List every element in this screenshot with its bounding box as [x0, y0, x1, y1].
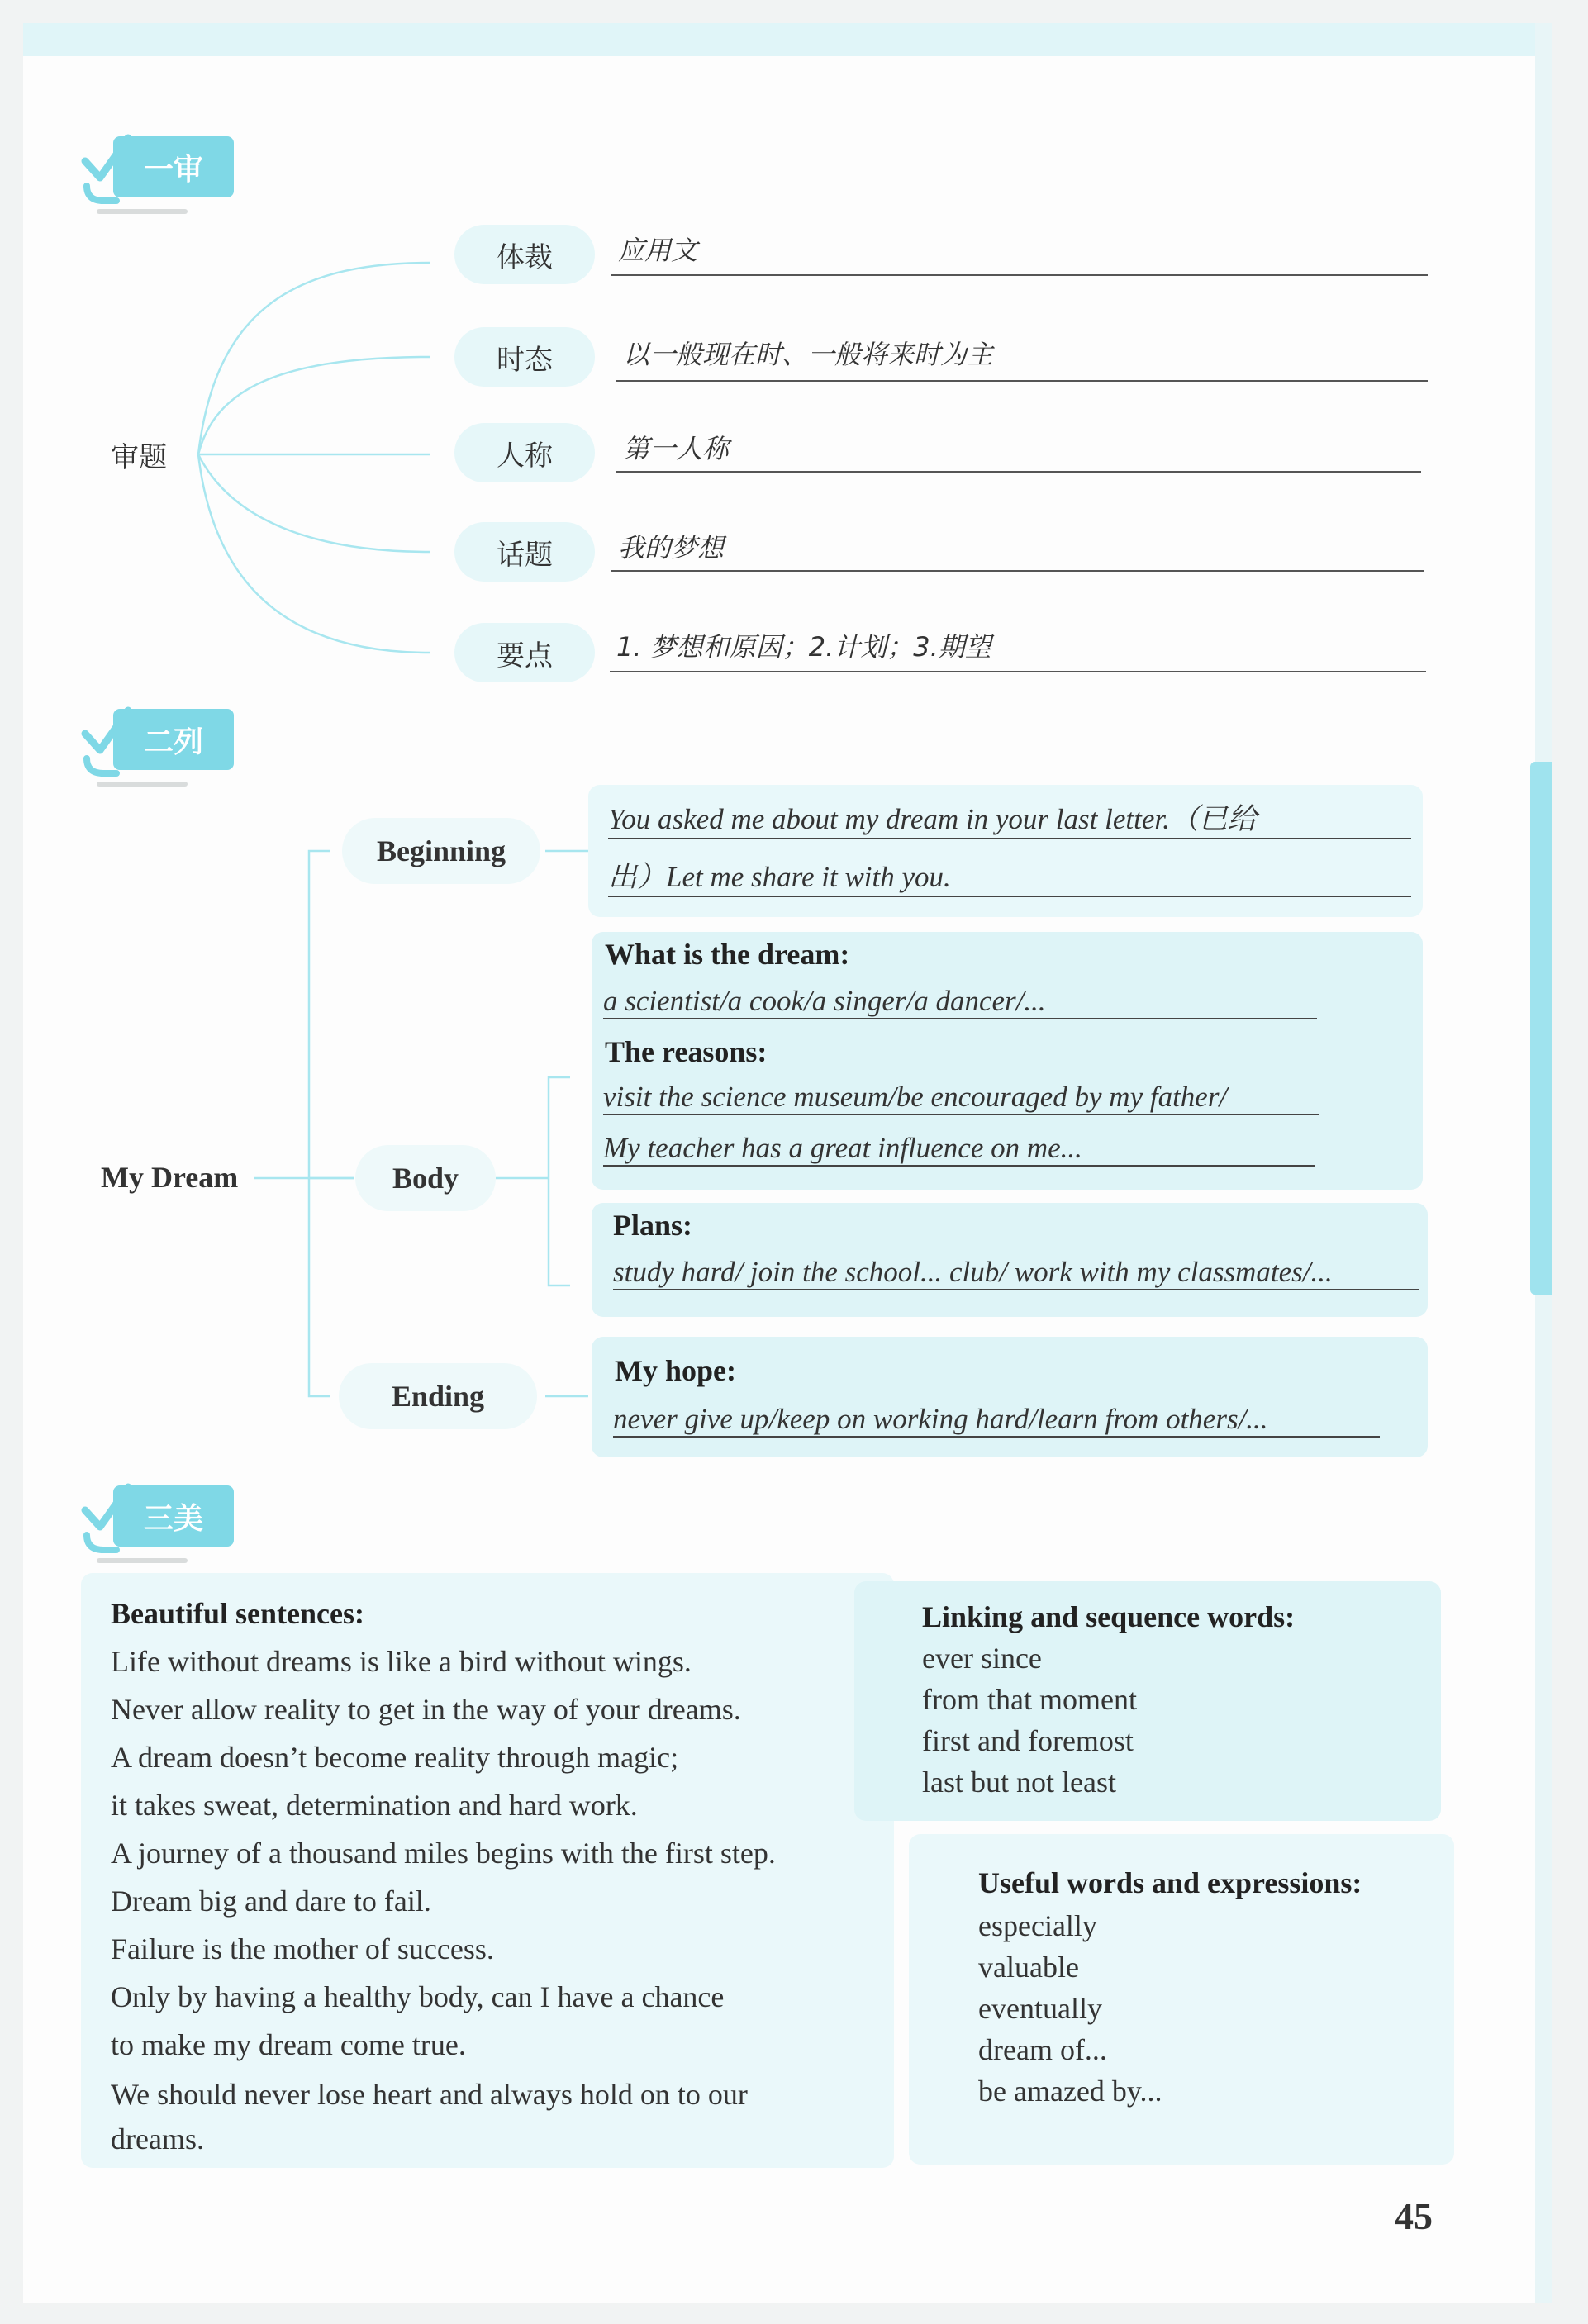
- label-key-points: 要点: [454, 623, 595, 682]
- reasons-heading: The reasons:: [605, 1035, 768, 1068]
- beginning-line-2: 出）Let me share it with you.: [608, 854, 1411, 897]
- sentence-line: Failure is the mother of success.: [111, 1932, 494, 1965]
- answer-tense: 以一般现在时、一般将来时为主: [616, 334, 1428, 382]
- useful-item: eventually: [978, 1992, 1102, 2025]
- sentence-line: to make my dream come true.: [111, 2028, 466, 2061]
- reasons-line-1: visit the science museum/be encouraged by my father/: [603, 1081, 1319, 1115]
- root-label: 审题: [111, 441, 167, 474]
- node-beginning: Beginning: [342, 818, 540, 884]
- node-ending: Ending: [339, 1363, 537, 1429]
- hope-line: never give up/keep on working hard/learn from others/...: [613, 1403, 1380, 1438]
- dream-line: a scientist/a cook/a singer/a dancer/...: [603, 985, 1317, 1019]
- linking-heading: Linking and sequence words:: [922, 1600, 1296, 1633]
- node-body: Body: [355, 1145, 496, 1211]
- linking-item: ever since: [922, 1642, 1042, 1675]
- section-badge-label: 二列: [113, 709, 234, 770]
- section-badge-3: [78, 1477, 235, 1560]
- answer-genre: 应用文: [611, 230, 1428, 276]
- useful-item: valuable: [978, 1951, 1079, 1984]
- linking-item: from that moment: [922, 1683, 1137, 1716]
- page-number: 45: [1395, 2195, 1433, 2237]
- dream-heading: What is the dream:: [605, 938, 850, 971]
- reasons-line-2: My teacher has a great influence on me...: [603, 1132, 1315, 1167]
- sentence-line: We should never lose heart and always hold on to our: [111, 2078, 748, 2111]
- sentence-line: dreams.: [111, 2122, 204, 2155]
- root-my-dream: My Dream: [101, 1161, 239, 1194]
- linking-item: last but not least: [922, 1766, 1116, 1799]
- beautiful-heading: Beautiful sentences:: [111, 1597, 364, 1630]
- plans-heading: Plans:: [613, 1209, 693, 1242]
- hope-heading: My hope:: [615, 1354, 736, 1387]
- section-badge-label: 一审: [113, 136, 234, 197]
- label-tense: 时态: [454, 327, 595, 387]
- plans-line: study hard/ join the school... club/ work with my classmates/...: [613, 1256, 1419, 1290]
- sentence-line: Only by having a healthy body, can I have a chance: [111, 1980, 725, 2013]
- sentence-line: A dream doesn’t become reality through magic;: [111, 1741, 679, 1774]
- label-person: 人称: [454, 423, 595, 482]
- label-genre: 体裁: [454, 225, 595, 284]
- answer-key-points: 1. 梦想和原因；2.计划；3.期望: [610, 626, 1426, 672]
- useful-item: be amazed by...: [978, 2074, 1162, 2108]
- useful-heading: Useful words and expressions:: [978, 1866, 1362, 1899]
- useful-item: dream of...: [978, 2033, 1107, 2066]
- label-topic: 话题: [454, 522, 595, 582]
- sentence-line: A journey of a thousand miles begins with the first step.: [111, 1837, 776, 1870]
- linking-item: first and foremost: [922, 1724, 1134, 1757]
- useful-item: especially: [978, 1909, 1097, 1942]
- sentence-line: it takes sweat, determination and hard work.: [111, 1789, 638, 1822]
- beginning-line-1: You asked me about my dream in your last letter.（已给: [608, 796, 1411, 839]
- sentence-line: Dream big and dare to fail.: [111, 1884, 431, 1918]
- section-badge-label: 三美: [113, 1485, 234, 1547]
- sentence-line: Life without dreams is like a bird without wings.: [111, 1645, 692, 1678]
- answer-person: 第一人称: [616, 428, 1421, 473]
- answer-topic: 我的梦想: [611, 527, 1424, 572]
- sentence-line: Never allow reality to get in the way of your dreams.: [111, 1693, 741, 1726]
